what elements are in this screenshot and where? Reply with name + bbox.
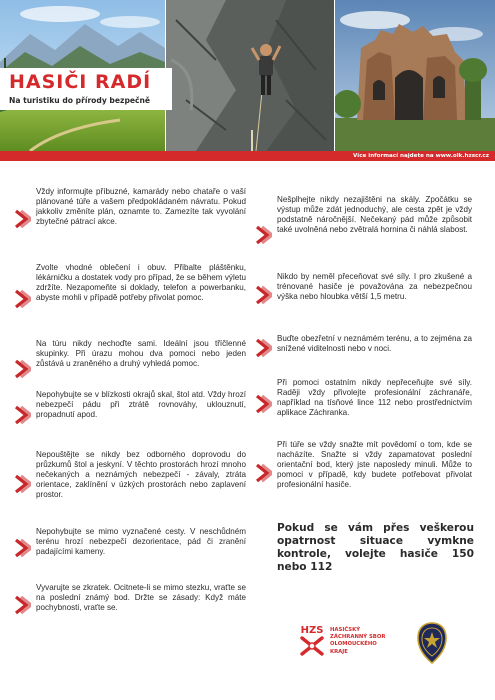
more-info-link[interactable]: Více informací najdete na www.olk.hzscr.cz xyxy=(352,153,489,159)
tip-text: Nepouštějte se nikdy bez odborného doprovodu do průzkumů štol a jeskyní. V těchto prostorách hrozí mnoho nečekaných a neznámých nebezpečí - závaly, ztráta orientace, zaklínění v úzkých prostorách nebo zaplavení prostor. xyxy=(36,450,246,500)
org-name xyxy=(330,627,410,656)
page-title: HASIČI RADÍ xyxy=(9,71,152,93)
tip-text: Nikdo by neměl přeceňovat své síly. I pro zkušené a trénované hasiče je považována za nebezpečnou výška nebo hloubka větší 1,5 metru. xyxy=(277,272,472,302)
tip-text: Buďte obezřetní v neznámém terénu, a to zejména za snížené viditelnosti nebo v noci. xyxy=(277,334,472,354)
climber-photo xyxy=(166,0,334,151)
tip-never-alone xyxy=(36,339,246,369)
org-line: HASIČSKÝ xyxy=(330,627,361,633)
chevron-right-icon xyxy=(13,288,31,310)
tip-text: Vždy informujte příbuzné, kamarády nebo chataře o vaší plánované túře a vašem předpokládaném návratu. Pokud jakkoliv změníte plán, oznamte to. Zamezíte tak vyvolání zbytečné pátrací akce. xyxy=(36,187,246,227)
hzs-logo-icon xyxy=(296,620,328,665)
chevron-right-icon xyxy=(13,473,31,495)
castle-ruin-photo xyxy=(335,0,495,151)
tip-text: Při túře se vždy snažte mít povědomí o tom, kde se nacházíte. Snažte si vždy zapamatovat poslední orientační bod, který jste naposledy minuli. Může to pomoci v případě, kdy budete potřebovat přivolat profesionální hasiče. xyxy=(277,440,472,490)
org-line: OLOMOUCKÉHO xyxy=(330,641,377,648)
tip-no-unsecured-climbing xyxy=(277,195,472,235)
org-line: KRAJE xyxy=(330,648,348,655)
chevron-right-icon xyxy=(13,404,31,426)
tip-text: Zvolte vhodné oblečení i obuv. Přibalte pláštěnku, lékárničku a dostatek vody pro případ, že se během výletu zdržíte. Nezapomeňte si doklady, telefon a powerbanku, abyste mohli v případě potřeby přivolat pomoc. xyxy=(36,263,246,303)
chevron-right-icon xyxy=(13,537,31,559)
tip-dont-overestimate xyxy=(277,272,472,302)
chevron-right-icon xyxy=(254,224,272,246)
chevron-right-icon xyxy=(13,594,31,616)
tip-text: Při pomoci ostatním nikdy nepřeceňujte své síly. Raději vždy přivolejte profesionální záchranáře, například na tísňové lince 112 nebo prostřednictvím aplikace Záchranka. xyxy=(277,378,472,418)
page-subtitle: Na turistiku do přírody bezpečně xyxy=(9,96,151,105)
chevron-right-icon xyxy=(254,284,272,306)
chevron-right-icon xyxy=(13,358,31,380)
chevron-right-icon xyxy=(254,393,272,415)
tip-inform-relatives xyxy=(36,187,246,227)
org-line: ZÁCHRANNÝ SBOR xyxy=(330,634,386,641)
tip-text: Vyvarujte se zkratek. Ocitnete-li se mimo stezku, vraťte se na poslední známý bod. Držte se zásady: Když máte pochybnosti, vraťte se. xyxy=(36,583,246,613)
tip-text: Nepohybujte se v blízkosti okrajů skal, štol atd. Vždy hrozí nebezpečí pádu při ztrátě rovnováhy, uklouznutí, propadnutí apod. xyxy=(36,390,246,420)
tip-avoid-shortcuts xyxy=(36,583,246,613)
tip-marked-paths xyxy=(36,527,246,557)
hzs-logo-text: HZS xyxy=(300,625,324,636)
tip-cliff-edges xyxy=(36,390,246,420)
header-banner xyxy=(0,0,495,151)
chevron-right-icon xyxy=(13,208,31,230)
tip-call-professionals xyxy=(277,378,472,418)
chevron-right-icon xyxy=(254,337,272,359)
tip-clothing-equipment xyxy=(36,263,246,303)
tip-text: Nešplhejte nikdy nezajištěni na skály. Zpočátku se výstup může zdát jednoduchý, ale cesta zpět je vždy podstatně náročnější. Nečekaný pád může způsobit také uvolněná nebo zvětralá hornina či náhlá slabost. xyxy=(277,195,472,235)
tip-text: Na túru nikdy nechoďte sami. Ideální jsou tříčlenné skupinky. Při úrazu mohou dva pomoci nebo jeden zůstává u zraněného a druhý vyhledá pomoc. xyxy=(36,339,246,369)
emergency-call-note: Pokud se vám přes veškerou opatrnost situace vymkne kontrole, volejte hasiče 150 nebo 112 xyxy=(277,522,474,573)
chevron-right-icon xyxy=(254,462,272,484)
tip-caves-tunnels xyxy=(36,450,246,500)
tip-text: Nepohybujte se mimo vyznačené cesty. V neschůdném terénu hrozí nebezpečí dezorientace, pád či zranění padajícími kameny. xyxy=(36,527,246,557)
tip-orientation xyxy=(277,440,472,490)
tip-unknown-terrain xyxy=(277,334,472,354)
fire-brigade-badge-icon xyxy=(416,622,448,669)
